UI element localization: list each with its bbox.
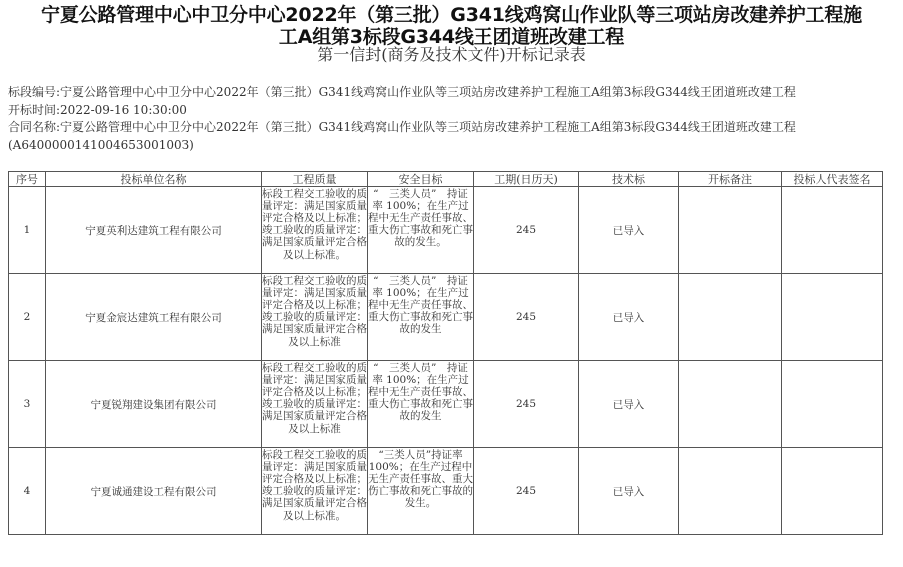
table-row [9,448,883,535]
contract-name: 合同名称:宁夏公路管理中心中卫分中心2022年（第三批）G341线鸡窝山作业队等三项站房改建养护工程施工A组第3标段G344线王团道班改建工程 [8,120,796,134]
tech-cell: 已导入 [579,448,679,535]
safety-text: “三类人员”持证率100%；在生产过程中无生产责任事故、重大伤亡事故和死亡事故的发生。 [368,448,473,510]
quality-cell [262,274,368,361]
row-number: 2 [9,274,46,361]
sign-cell [782,448,883,535]
title-line-2: 工A组第3标段G344线王团道班改建工程 [278,26,625,48]
header-company: 投标单位名称 [46,172,262,187]
quality-cell [262,361,368,448]
company-name: 宁夏锐翔建设集团有限公司 [46,361,262,448]
row-number: 4 [9,448,46,535]
safety-cell [368,361,474,448]
period-cell: 245 [474,361,579,448]
header-sign: 投标人代表签名 [782,172,883,187]
row-number: 3 [9,361,46,448]
table-row [9,187,883,274]
safety-cell [368,448,474,535]
sign-cell [782,274,883,361]
period-cell: 245 [474,274,579,361]
table-header-row [9,172,883,187]
tech-cell: 已导入 [579,274,679,361]
remark-cell [679,274,782,361]
sign-cell [782,361,883,448]
company-name: 宁夏英利达建筑工程有限公司 [46,187,262,274]
bid-info [8,84,898,154]
remark-cell [679,448,782,535]
quality-text: 标段工程交工验收的质量评定：满足国家质量评定合格及以上标准；竣工验收的质量评定：满足国家质量评定合格及以上标准。 [262,448,367,522]
safety-text: “ 三类人员” 持证率 100%；在生产过程中无生产责任事故、重大伤亡事故和死亡事故的发生 [368,274,473,336]
row-number: 1 [9,187,46,274]
header-quality: 工程质量 [262,172,368,187]
quality-cell [262,187,368,274]
safety-cell [368,274,474,361]
safety-text: “ 三类人员” 持证率 100%；在生产过程中无生产责任事故、重大伤亡事故和死亡事故的发生。 [368,187,473,249]
table-row [9,361,883,448]
document-subtitle: 第一信封(商务及技术文件)开标记录表 [317,45,586,64]
header-safety: 安全目标 [368,172,474,187]
header-tech: 技术标 [579,172,679,187]
tech-cell: 已导入 [579,361,679,448]
title-line-1: 宁夏公路管理中心中卫分中心2022年（第三批）G341线鸡窝山作业队等三项站房改建养护工程施 [41,4,862,26]
company-name: 宁夏诚通建设工程有限公司 [46,448,262,535]
document-title [0,4,903,48]
tech-cell: 已导入 [579,187,679,274]
section-number: 标段编号:宁夏公路管理中心中卫分中心2022年（第三批）G341线鸡窝山作业队等三项站房改建养护工程施工A组第3标段G344线王团道班改建工程 [8,85,796,99]
company-name: 宁夏金宸达建筑工程有限公司 [46,274,262,361]
contract-code: (A640000014100465300100З) [8,137,194,152]
open-time: 开标时间:2022-09-16 10:30:00 [8,102,187,117]
safety-text: “ 三类人员” 持证率 100%；在生产过程中无生产责任事故、重大伤亡事故和死亡事故的发生 [368,361,473,423]
period-cell: 245 [474,187,579,274]
bid-opening-table [8,171,883,535]
remark-cell [679,187,782,274]
safety-cell [368,187,474,274]
header-no: 序号 [9,172,46,187]
quality-text: 标段工程交工验收的质量评定：满足国家质量评定合格及以上标准；竣工验收的质量评定：满足国家质量评定合格及以上标准 [262,274,367,348]
quality-cell [262,448,368,535]
table-row [9,274,883,361]
remark-cell [679,361,782,448]
quality-text: 标段工程交工验收的质量评定：满足国家质量评定合格及以上标准；竣工验收的质量评定：满足国家质量评定合格及以上标准。 [262,187,367,261]
header-remark: 开标备注 [679,172,782,187]
period-cell: 245 [474,448,579,535]
quality-text: 标段工程交工验收的质量评定：满足国家质量评定合格及以上标准；竣工验收的质量评定：满足国家质量评定合格及以上标准 [262,361,367,435]
header-period: 工期(日历天) [474,172,579,187]
sign-cell [782,187,883,274]
